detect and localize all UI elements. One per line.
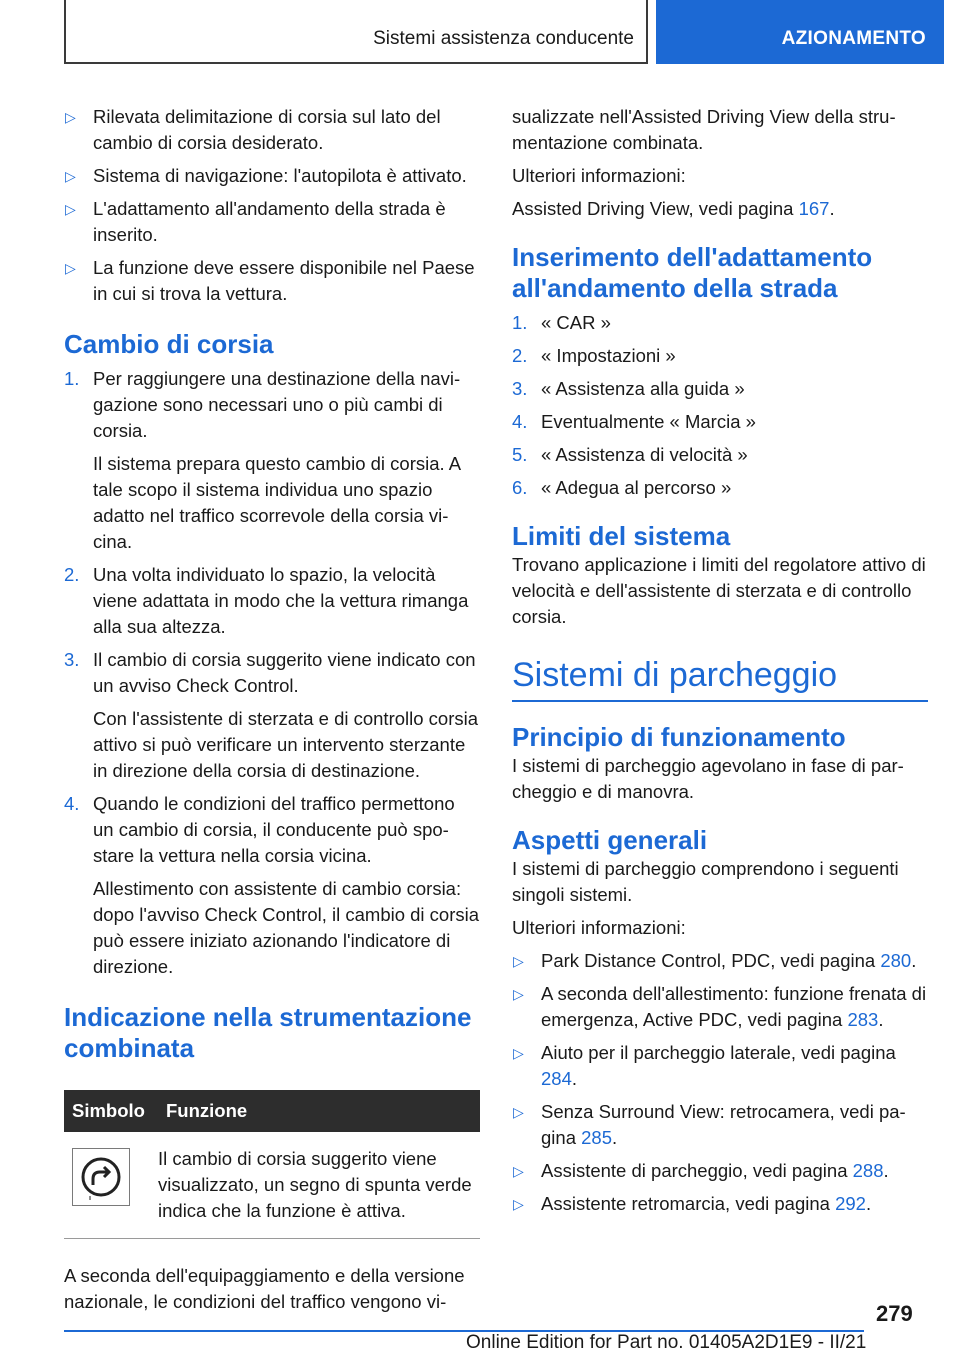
step-number: 1. [64,368,80,389]
bullet-marker-icon: ▷ [65,260,76,276]
page-link[interactable]: 167 [798,198,830,219]
step-text: « Assistenza di velocità » [541,444,748,465]
table-row [64,1132,480,1239]
principle-paragraph: I sistemi di parcheggio agevolano in fase di parcheggio e di manovra. [512,755,904,802]
reference-item: ▷ Park Distance Control, PDC, vedi pagina 280. [512,948,928,974]
page-link[interactable]: 280 [880,950,912,971]
table-cell-function: Il cambio di corsia suggerito viene visualizzato, un segno di spunta verde indica che la funzione è attiva. [158,1132,480,1239]
lane-change-arrow-icon [72,1148,130,1206]
step-number: 4. [64,793,80,814]
bullet-marker-icon: ▷ [513,986,524,1002]
heading-lane-change: Cambio di corsia [64,329,274,359]
activation-step [512,475,928,501]
step-subtext: Allestimento con assistente di cambio corsia: dopo l'avviso Check Control, il cambio di corsia può essere iniziato azionando l'indicatore di direzione. [93,878,480,977]
bullet-text: La funzione deve essere disponibile nel Paese in cui si trova la vettura. [93,257,475,304]
reference-text: Senza Surround View: retrocamera, vedi pagina [541,1101,906,1148]
bullet-text: Rilevata delimitazione di corsia sul lato del cambio di corsia desiderato. [93,106,441,153]
table-header-function: Funzione [158,1090,480,1132]
bullet-text: Sistema di navigazione: l'autopilota è attivato. [93,165,467,186]
step-number: 1. [512,312,528,333]
activation-step [512,310,928,336]
bullet-marker-icon: ▷ [513,1104,524,1120]
step-item [64,791,480,869]
reference-text: Park Distance Control, PDC, vedi pagina [541,950,881,971]
bullet-marker-icon: ▷ [513,1196,524,1212]
bullet-marker-icon: ▷ [513,1163,524,1179]
bullet-item [64,163,480,189]
reference-item: ▷ Assistente di parcheggio, vedi pagina 288. [512,1158,928,1184]
activation-step [512,343,928,369]
bullet-marker-icon: ▷ [65,201,76,217]
table-cell-symbol [64,1132,158,1239]
header-chapter-tab [656,0,944,64]
step-text: Una volta individuato lo spazio, la velocità viene adattata in modo che la vettura rimanga alla sua altezza. [93,564,469,637]
more-info-label: Ulteriori informazioni: [512,917,686,938]
step-number: 6. [512,477,528,498]
step-item [64,366,480,444]
heading-underline [512,700,928,702]
step-number: 5. [512,444,528,465]
step-text: « CAR » [541,312,611,333]
step-subtext: Il sistema prepara questo cambio di corsia. A tale scopo il sistema individua uno spazio adatto nel traffico scorrevole della corsia vicina. [93,453,461,552]
reference-item: ▷ A seconda dell'allestimento: funzione frenata di emergenza, Active PDC, vedi pagina 283. [513,983,927,1030]
step-number: 3. [64,649,80,670]
reference-item: ▷ Senza Surround View: retrocamera, vedi pagina 285. [513,1101,906,1148]
page-number: 279 [876,1301,913,1326]
activation-step [512,376,928,402]
step-number: 3. [512,378,528,399]
bullet-marker-icon: ▷ [65,109,76,125]
footer-edition: Online Edition for Part no. 01405A2D1E9 - II/21 [466,1332,867,1353]
step-number: 2. [64,564,80,585]
header-section-box [64,0,648,64]
bullet-marker-icon: ▷ [513,1045,524,1061]
page-link[interactable]: 284 [541,1068,572,1089]
general-paragraph: I sistemi di parcheggio comprendono i seguenti singoli sistemi. [512,858,899,905]
step-item [64,562,480,640]
heading-parking-systems: Sistemi di parcheggio [512,656,838,694]
page-link[interactable]: 285 [581,1127,612,1148]
step-number: 4. [512,411,528,432]
step-subtext: Con l'assistente di sterzata e di controllo corsia attivo si può verificare un intervento sterzante in direzione della corsia di destinazione. [93,708,479,781]
bullet-text: L'adattamento all'andamento della strada è inserito. [93,198,446,245]
continuation-paragraph: sualizzate nell'Assisted Driving View della strumentazione combinata. [512,106,896,153]
page-link[interactable]: 288 [852,1160,884,1181]
bullet-item [64,196,480,248]
reference-text: Assistente di parcheggio, vedi pagina [541,1160,853,1181]
step-text: « Assistenza alla guida » [541,378,745,399]
reference-text: Assistente retromarcia, vedi pagina [541,1193,836,1214]
left-column [64,104,480,1322]
step-text: Il cambio di corsia suggerito viene indicato con un avviso Check Control. [93,649,476,696]
bullet-item [64,104,480,156]
reference-item: ▷ Assistente retromarcia, vedi pagina 292. [512,1191,928,1217]
heading-principle: Principio di funzionamento [512,722,846,752]
heading-general: Aspetti generali [512,825,708,855]
step-text: « Impostazioni » [541,345,676,366]
step-text: Quando le condizioni del traffico permettono un cambio di corsia, il conducente può spostare la vettura nella corsia vicina. [93,793,455,866]
heading-display: Indicazione nella strumentazione combinata [64,1002,472,1063]
step-text: Eventualmente « Marcia » [541,411,756,432]
symbol-table [64,1090,480,1239]
step-text: « Adegua al percorso » [541,477,732,498]
bullet-marker-icon: ▷ [513,953,524,969]
bullet-item [64,255,480,307]
header-section-title: Sistemi assistenza conducente [373,28,634,49]
reference-text: Assisted Driving View, vedi pagina [512,198,799,219]
more-info-label: Ulteriori informazioni: [512,165,686,186]
reference-text: Aiuto per il parcheggio laterale, vedi pagina [541,1042,896,1063]
page-link[interactable]: 292 [835,1193,866,1214]
activation-step [512,442,928,468]
reference-text: A seconda dell'allestimento: funzione frenata di emergenza, Active PDC, vedi pagina [541,983,927,1030]
step-item [64,647,480,699]
closing-paragraph: A seconda dell'equipaggiamento e della versione nazionale, le condizioni del traffico vengono vi- [64,1265,465,1312]
table-header-symbol: Simbolo [64,1090,158,1132]
reference-line: Assisted Driving View, vedi pagina 167. [512,198,835,219]
step-number: 2. [512,345,528,366]
heading-activation: Inserimento dell'adattamento all'andamento della strada [512,242,873,303]
reference-item: ▷ Aiuto per il parcheggio laterale, vedi pagina 284. [513,1042,896,1089]
heading-limits: Limiti del sistema [512,521,731,551]
bullet-marker-icon: ▷ [65,168,76,184]
step-text: Per raggiungere una destinazione della navigazione sono necessari uno o più cambi di corsia. [93,368,461,441]
page-link[interactable]: 283 [847,1009,879,1030]
header-chapter-title: AZIONAMENTO [781,28,926,49]
activation-step [512,409,928,435]
limits-paragraph: Trovano applicazione i limiti del regolatore attivo di velocità e dell'assistente di sterzata e di controllo corsia. [512,554,926,627]
right-column [512,104,928,1224]
